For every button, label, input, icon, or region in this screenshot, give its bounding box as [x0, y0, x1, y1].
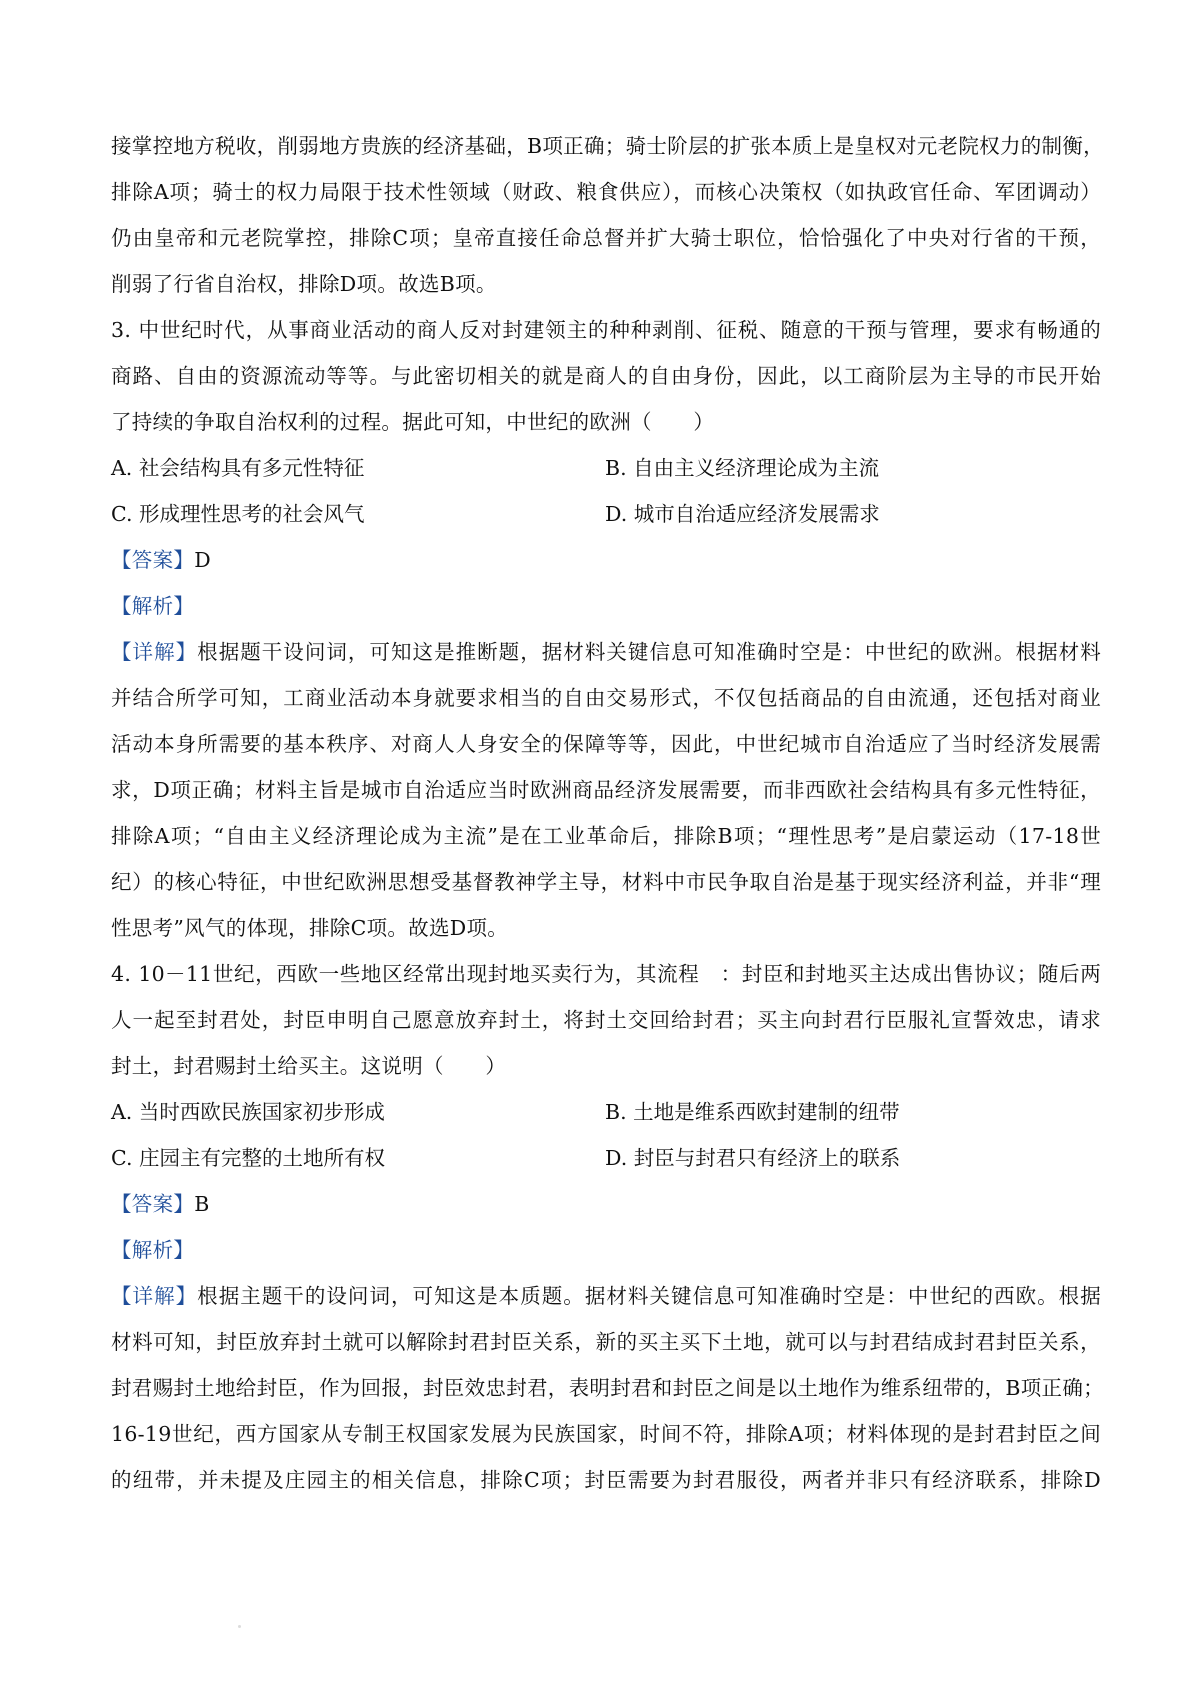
q3-analysis-tag: 【解析】: [111, 594, 195, 618]
q3-answer-tag: 【答案】: [111, 548, 195, 572]
q4-detail-text: 根据主题干的设问词，可知这是本质题。据材料关键信息可知准确时空是：中世纪的西欧。根据: [197, 1284, 1101, 1308]
q4-detail-line: 16-19世纪，西方国家从专制王权国家发展为民族国家，时间不符，排除A项；材料体现的是封君封臣之间: [111, 1422, 1101, 1446]
q3-detail-line: 求，D项正确；材料主旨是城市自治适应当时欧洲商品经济发展需要，而非西欧社会结构具有多元性特征，: [111, 778, 1101, 802]
q3-detail-line: [111, 637, 1101, 667]
q4-option-a: A. 当时西欧民族国家初步形成: [111, 1100, 385, 1124]
q3-detail-tag: 【详解】: [111, 640, 198, 664]
q3-answer-line: [111, 545, 1101, 575]
q4-option-c: C. 庄园主有完整的土地所有权: [111, 1146, 385, 1170]
q4-analysis-tag: 【解析】: [111, 1238, 195, 1262]
q4-detail-tag: 【详解】: [111, 1284, 198, 1308]
q3-detail-line: 性思考”风气的体现，排除C项。故选D项。: [111, 916, 509, 940]
q4-detail-line: 封君赐封土地给封臣，作为回报，封臣效忠封君，表明封君和封臣之间是以土地作为维系纽带的，B项正确；: [111, 1376, 1104, 1400]
prev-explanation-line: 接掌控地方税收，削弱地方贵族的经济基础，B项正确；骑士阶层的扩张本质上是皇权对元老院权力的制衡，: [111, 134, 1104, 158]
prev-explanation-line: 削弱了行省自治权，排除D项。故选B项。: [111, 272, 497, 296]
q4-analysis-line: [111, 1235, 1101, 1265]
q4-answer-line: [111, 1189, 1101, 1219]
q3-detail-line: 并结合所学可知，工商业活动本身就要求相当的自由交易形式，不仅包括商品的自由流通，还包括对商业: [111, 686, 1101, 710]
q3-stem-line: 了持续的争取自治权利的过程。据此可知，中世纪的欧洲（ ）: [111, 410, 715, 434]
scan-speck: [238, 1625, 241, 1628]
q3-option-d: D. 城市自治适应经济发展需求: [605, 502, 880, 526]
q4-option-d: D. 封臣与封君只有经济上的联系: [605, 1146, 901, 1170]
q4-option-b: B. 土地是维系西欧封建制的纽带: [605, 1100, 900, 1124]
q4-answer-tag: 【答案】: [111, 1192, 195, 1216]
q3-answer-value: D: [194, 548, 211, 572]
q3-detail-line: 活动本身所需要的基本秩序、对商人人身安全的保障等等，因此，中世纪城市自治适应了当时经济发展需: [111, 732, 1101, 756]
q4-stem-line: 封土，封君赐封土给买主。这说明（ ）: [111, 1054, 507, 1078]
prev-explanation-line: 排除A项；骑士的权力局限于技术性领域（财政、粮食供应），而核心决策权（如执政官任命、军团调动）: [111, 180, 1101, 204]
q3-detail-line: 排除A项；“自由主义经济理论成为主流”是在工业革命后，排除B项；“理性思考”是启蒙运动（17-18世: [111, 824, 1101, 848]
q4-stem-line: 人一起至封君处，封臣申明自己愿意放弃封土，将封土交回给封君；买主向封君行臣服礼宣誓效忠，请求: [111, 1008, 1101, 1032]
prev-explanation-line: 仍由皇帝和元老院掌控，排除C项；皇帝直接任命总督并扩大骑士职位，恰恰强化了中央对行省的干预，: [111, 226, 1101, 250]
q4-detail-line: 的纽带，并未提及庄园主的相关信息，排除C项；封臣需要为封君服役，两者并非只有经济联系，排除D: [111, 1468, 1101, 1492]
q4-detail-line: 材料可知，封臣放弃封土就可以解除封君封臣关系，新的买主买下土地，就可以与封君结成封君封臣关系，: [111, 1330, 1101, 1354]
q4-detail-line: [111, 1281, 1101, 1311]
q3-stem-line: 商路、自由的资源流动等等。与此密切相关的就是商人的自由身份，因此，以工商阶层为主导的市民开始: [111, 364, 1101, 388]
q3-option-b: B. 自由主义经济理论成为主流: [605, 456, 880, 480]
q3-detail-text: 根据题干设问词，可知这是推断题，据材料关键信息可知准确时空是：中世纪的欧洲。根据材料: [197, 640, 1101, 664]
q3-stem-line: 3. 中世纪时代，从事商业活动的商人反对封建领主的种种剥削、征税、随意的干预与管理，要求有畅通的: [111, 318, 1101, 342]
q4-stem-line: 4. 10－11世纪，西欧一些地区经常出现封地买卖行为，其流程 ：封臣和封地买主达成出售协议；随后两: [111, 962, 1101, 986]
q3-option-c: C. 形成理性思考的社会风气: [111, 502, 365, 526]
q3-option-a: A. 社会结构具有多元性特征: [111, 456, 365, 480]
q4-answer-value: B: [194, 1192, 210, 1216]
q3-analysis-line: [111, 591, 1101, 621]
q3-detail-line: 纪）的核心特征，中世纪欧洲思想受基督教神学主导，材料中市民争取自治是基于现实经济利益，并非“理: [111, 870, 1101, 894]
